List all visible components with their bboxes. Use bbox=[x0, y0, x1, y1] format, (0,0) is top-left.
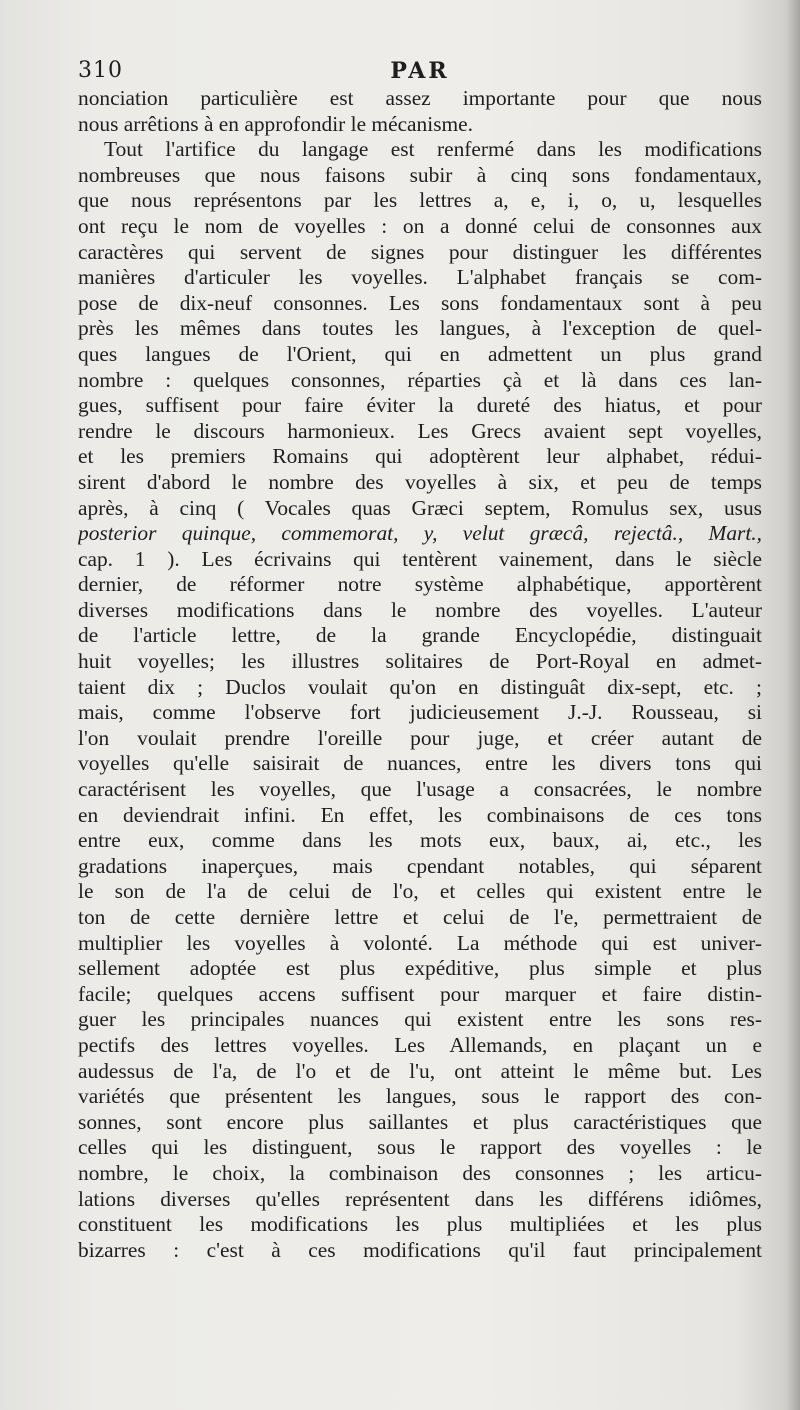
text-line: après, à cinq ( Vocales quas Græci septem, Romulus sex, usus bbox=[78, 495, 762, 520]
body-text bbox=[78, 86, 762, 1263]
text-line: taient dix ; Duclos voulait qu'on en distinguât dix-sept, etc. ; bbox=[78, 674, 762, 699]
text-line: près les mêmes dans toutes les langues, à l'exception de quel- bbox=[78, 316, 762, 341]
text-line: mais, comme l'observe fort judicieusement J.-J. Rousseau, si bbox=[78, 700, 762, 725]
text-line: nonciation particulière est assez importante pour que nous bbox=[78, 86, 762, 110]
text-line: entre eux, comme dans les mots eux, baux, ai, etc., les bbox=[78, 828, 762, 853]
text-line: ton de cette dernière lettre et celui de l'e, permettraient de bbox=[78, 905, 762, 929]
text-line: rendre le discours harmonieux. Les Grecs avaient sept voyelles, bbox=[78, 418, 762, 443]
text-line: Tout l'artifice du langage est renfermé dans les modifications bbox=[104, 137, 762, 162]
text-line: celles qui les distinguent, sous le rapport des voyelles : le bbox=[78, 1135, 762, 1160]
text-line: l'on voulait prendre l'oreille pour juge, et créer autant de bbox=[78, 725, 762, 750]
text-line: posterior quinque, commemorat, y, velut græcâ, rejectâ., Mart., bbox=[78, 521, 762, 546]
page-number: 310 bbox=[78, 58, 123, 83]
text-line: nous arrêtions à en approfondir le mécanisme. bbox=[78, 111, 473, 136]
text-line: huit voyelles; les illustres solitaires de Port-Royal en admet- bbox=[78, 649, 762, 674]
text-line: variétés que présentent les langues, sous le rapport des con- bbox=[78, 1084, 762, 1109]
text-line: ques langues de l'Orient, qui en admettent un plus grand bbox=[78, 341, 762, 366]
text-line: diverses modifications dans le nombre des voyelles. L'auteur bbox=[78, 597, 762, 622]
text-line: multiplier les voyelles à volonté. La méthode qui est univer- bbox=[78, 930, 762, 955]
text-line: gues, suffisent pour faire éviter la dureté des hiatus, et pour bbox=[78, 393, 762, 418]
text-line: guer les principales nuances qui existent entre les sons res- bbox=[78, 1007, 762, 1032]
text-line: et les premiers Romains qui adoptèrent leur alphabet, rédui- bbox=[78, 444, 762, 469]
page-header bbox=[78, 58, 762, 88]
text-line: cap. 1 ). Les écrivains qui tentèrent vainement, dans le siècle bbox=[78, 546, 762, 571]
text-line: sirent d'abord le nombre des voyelles à six, et peu de temps bbox=[78, 469, 762, 494]
text-line: pectifs des lettres voyelles. Les Allemands, en plaçant un e bbox=[78, 1032, 762, 1057]
text-line: nombreuses que nous faisons subir à cinq sons fondamentaux, bbox=[78, 162, 762, 187]
text-line: lations diverses qu'elles représentent dans les différens idiômes, bbox=[78, 1186, 762, 1211]
text-line: caractères qui servent de signes pour distinguer les différentes bbox=[78, 239, 762, 264]
text-line: sellement adoptée est plus expéditive, plus simple et plus bbox=[78, 956, 762, 981]
page-edge-shadow bbox=[786, 0, 800, 1410]
text-line: bizarres : c'est à ces modifications qu'il faut principalement bbox=[78, 1237, 762, 1262]
text-line: de l'article lettre, de la grande Encyclopédie, distinguait bbox=[78, 623, 762, 648]
text-line: manières d'articuler les voyelles. L'alphabet français se com- bbox=[78, 265, 762, 290]
text-line: dernier, de réformer notre système alphabétique, apportèrent bbox=[78, 572, 762, 597]
text-line: caractérisent les voyelles, que l'usage a consacrées, le nombre bbox=[78, 777, 762, 802]
text-line: pose de dix-neuf consonnes. Les sons fondamentaux sont à peu bbox=[78, 290, 762, 315]
text-line: voyelles qu'elle saisirait de nuances, entre les divers tons qui bbox=[78, 751, 762, 776]
text-line: nombre : quelques consonnes, réparties çà et là dans ces lan- bbox=[78, 367, 762, 392]
text-line: le son de l'a de celui de l'o, et celles qui existent entre le bbox=[78, 879, 762, 904]
text-line: en deviendrait infini. En effet, les combinaisons de ces tons bbox=[78, 802, 762, 827]
running-head: PAR bbox=[390, 58, 450, 84]
text-line: facile; quelques accens suffisent pour marquer et faire distin- bbox=[78, 981, 762, 1006]
text-line: gradations inaperçues, mais cpendant notables, qui séparent bbox=[78, 853, 762, 878]
text-line: audessus de l'a, de l'o et de l'u, ont atteint le même but. Les bbox=[78, 1058, 762, 1083]
text-line: nombre, le choix, la combinaison des consonnes ; les articu- bbox=[78, 1160, 762, 1185]
text-line: ont reçu le nom de voyelles : on a donné celui de consonnes aux bbox=[78, 213, 762, 238]
text-line: constituent les modifications les plus multipliées et les plus bbox=[78, 1212, 762, 1237]
text-line: sonnes, sont encore plus saillantes et plus caractéristiques que bbox=[78, 1109, 762, 1134]
text-line: que nous représentons par les lettres a, e, i, o, u, lesquelles bbox=[78, 188, 762, 213]
